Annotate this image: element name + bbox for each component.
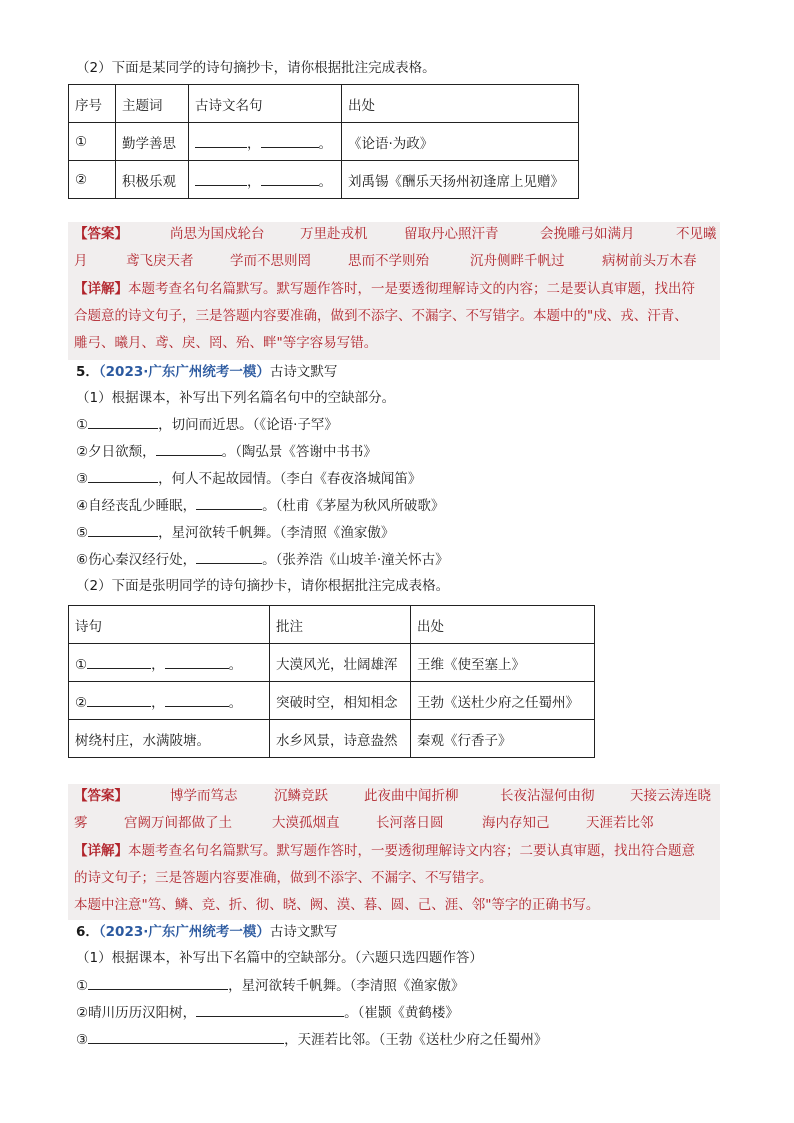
fill-item bbox=[76, 1002, 459, 1023]
item-text: 。 bbox=[221, 444, 236, 460]
answer-item: 万里赴戎机 bbox=[300, 226, 368, 242]
answer-blank[interactable] bbox=[87, 692, 151, 707]
answer-item: 长河落日圆 bbox=[376, 815, 444, 831]
question-title bbox=[76, 362, 337, 382]
row-theme: 积极乐观 bbox=[116, 161, 189, 199]
answer-item: 留取丹心照汗青 bbox=[404, 226, 499, 242]
detail-text: 本题考查名句名篇默写。默写题作答时，一要透彻理解诗文内容；二要认真审题，找出符合题意 bbox=[128, 843, 695, 859]
answer-item: 沉鳞竞跃 bbox=[274, 788, 328, 804]
answer-item: 此夜曲中闻折柳 bbox=[364, 788, 459, 804]
question-source-tag: （2023·广东广州统考一模） bbox=[98, 364, 270, 380]
detail-line bbox=[74, 279, 695, 299]
header-num: 序号 bbox=[69, 85, 116, 123]
item-num: ① bbox=[76, 417, 89, 433]
item-pre: 夕日欲颓， bbox=[88, 444, 156, 460]
item-text: 。 bbox=[344, 1005, 358, 1021]
table-row bbox=[69, 123, 579, 161]
answer-blank[interactable] bbox=[88, 522, 158, 537]
answer-blank[interactable] bbox=[87, 654, 151, 669]
row-note: 大漠风光，壮阔雄浑 bbox=[270, 644, 411, 682]
answer-blank[interactable] bbox=[196, 549, 262, 564]
answer-item: 沉舟侧畔千帆过 bbox=[470, 253, 565, 269]
fill-item bbox=[76, 414, 338, 435]
answer-blank[interactable] bbox=[88, 414, 158, 429]
detail-text: 本题考查名句名篇默写。默写题作答时，一是要透彻理解诗文的内容；二是要认真审题，找出符 bbox=[128, 281, 695, 297]
fill-item bbox=[76, 468, 421, 489]
answer-line bbox=[74, 786, 711, 806]
answer-blank[interactable] bbox=[88, 1029, 284, 1044]
item-num: ③ bbox=[76, 1032, 89, 1048]
item-source: （李清照《渔家傲》 bbox=[349, 978, 465, 994]
part1-intro: （1）根据课本，补写出下名篇中的空缺部分。（六题只选四题作答） bbox=[76, 950, 483, 966]
item-source: （王勃《送杜少府之任蜀州》 bbox=[378, 1032, 548, 1048]
table-row bbox=[69, 161, 579, 199]
item-source: （杜甫《茅屋为秋风所破歌》 bbox=[275, 498, 445, 514]
answer-item: 学而不思则罔 bbox=[230, 253, 311, 269]
answer-blank[interactable] bbox=[156, 441, 222, 456]
row-sep: ， bbox=[247, 173, 261, 190]
item-source: （张养浩《山坡羊·潼关怀古》 bbox=[275, 552, 449, 568]
item-text: 。 bbox=[262, 552, 276, 568]
detail-line: 本题中注意"笃、鳞、竞、折、彻、晓、阙、漠、暮、圆、己、涯、邻"等字的正确书写。 bbox=[74, 897, 600, 913]
item-pre: 伤心秦汉经行处， bbox=[88, 552, 197, 568]
item-num: ⑤ bbox=[76, 525, 89, 541]
question-number: 6． bbox=[76, 924, 99, 940]
header-source: 出处 bbox=[411, 606, 595, 644]
answer-item: 鸢飞戾天者 bbox=[126, 253, 194, 269]
header-theme: 主题词 bbox=[116, 85, 189, 123]
answer-item: 长夜沾湿何由彻 bbox=[500, 788, 595, 804]
row-note: 突破时空，相知相念 bbox=[270, 682, 411, 720]
detail-label: 【详解】 bbox=[74, 843, 128, 859]
item-source: （李清照《渔家傲》 bbox=[279, 525, 395, 541]
row-num: ① bbox=[69, 123, 116, 161]
detail-label: 【详解】 bbox=[74, 281, 128, 297]
item-text: ，天涯若比邻。 bbox=[284, 1032, 379, 1048]
header-note: 批注 bbox=[270, 606, 411, 644]
item-source: （崔颢《黄鹤楼》 bbox=[357, 1005, 459, 1021]
detail-line: 合题意的诗文句子，三是答题内容要准确，做到不添字、不漏字、不写错字。本题中的"戍、戎、汗青、 bbox=[74, 308, 688, 324]
answer-item: 月 bbox=[74, 253, 88, 269]
item-source: （《论语·子罕》 bbox=[252, 417, 338, 433]
part2-intro: （2）下面是张明同学的诗句摘抄卡，请你根据批注完成表格。 bbox=[76, 578, 450, 594]
q5-excerpt-table bbox=[68, 605, 595, 758]
answer-blank[interactable] bbox=[88, 468, 158, 483]
table-row bbox=[69, 682, 595, 720]
item-source: （李白《春夜洛城闻笛》 bbox=[279, 471, 422, 487]
answer-line bbox=[74, 813, 654, 833]
answer-label: 【答案】 bbox=[74, 788, 128, 804]
row-source: 王维《使至塞上》 bbox=[411, 644, 595, 682]
part1-intro: （1）根据课本，补写出下列名篇名句中的空缺部分。 bbox=[76, 390, 396, 406]
q4-excerpt-table bbox=[68, 84, 579, 199]
item-text: 。 bbox=[262, 498, 276, 514]
answer-item: 天涯若比邻 bbox=[586, 815, 654, 831]
answer-item: 宫阙万间都做了土 bbox=[124, 815, 232, 831]
fill-item bbox=[76, 975, 464, 996]
answer-blank[interactable] bbox=[261, 133, 319, 148]
question-source-tag: （2023·广东广州统考一模） bbox=[98, 924, 270, 940]
fill-item bbox=[76, 522, 394, 543]
answer-item: 思而不学则殆 bbox=[348, 253, 429, 269]
answer-block bbox=[68, 222, 720, 360]
answer-blank[interactable] bbox=[165, 654, 229, 669]
row-quote-blanks bbox=[189, 161, 342, 199]
item-num: ② bbox=[76, 1005, 89, 1021]
table-header-row bbox=[69, 85, 579, 123]
answer-blank[interactable] bbox=[196, 1002, 344, 1017]
row-num: ① bbox=[75, 656, 88, 673]
item-pre: 晴川历历汉阳树， bbox=[88, 1005, 197, 1021]
detail-line bbox=[74, 841, 695, 861]
header-quote: 古诗文名句 bbox=[189, 85, 342, 123]
row-source: 王勃《送杜少府之任蜀州》 bbox=[411, 682, 595, 720]
answer-item: 博学而笃志 bbox=[170, 788, 238, 804]
answer-item: 天接云涛连晓 bbox=[630, 788, 711, 804]
answer-blank[interactable] bbox=[261, 171, 319, 186]
fill-item bbox=[76, 549, 449, 570]
answer-item: 不见曦 bbox=[676, 226, 717, 242]
answer-blank[interactable] bbox=[165, 692, 229, 707]
item-num: ② bbox=[76, 444, 89, 460]
row-poem: 树绕村庄，水满陂塘。 bbox=[69, 720, 270, 758]
item-text: ，切问而近思。 bbox=[158, 417, 253, 433]
item-num: ③ bbox=[76, 471, 89, 487]
item-num: ① bbox=[76, 978, 89, 994]
detail-line: 的诗文句子；三是答题内容要准确，做到不添字、不漏字、不写错字。 bbox=[74, 870, 493, 886]
row-end: 。 bbox=[318, 173, 332, 190]
fill-item bbox=[76, 1029, 547, 1050]
answer-item: 尚思为国戍轮台 bbox=[170, 226, 265, 242]
question-number: 5． bbox=[76, 364, 99, 380]
answer-blank[interactable] bbox=[195, 133, 247, 148]
header-poem: 诗句 bbox=[69, 606, 270, 644]
item-text: ，星河欲转千帆舞。 bbox=[228, 978, 350, 994]
answer-blank[interactable] bbox=[195, 171, 247, 186]
answer-item: 大漠孤烟直 bbox=[272, 815, 340, 831]
answer-label: 【答案】 bbox=[74, 226, 128, 242]
item-source: （陶弘景《答谢中书书》 bbox=[235, 444, 377, 460]
answer-block bbox=[68, 784, 720, 920]
row-poem: ② ， 。 bbox=[69, 682, 270, 720]
table-row bbox=[69, 644, 595, 682]
row-source: 《论语·为政》 bbox=[342, 123, 579, 161]
row-poem: ① ， 。 bbox=[69, 644, 270, 682]
answer-blank[interactable] bbox=[88, 975, 228, 990]
item-num: ④ bbox=[76, 498, 89, 514]
row-sep: ， bbox=[247, 135, 261, 152]
header-source: 出处 bbox=[342, 85, 579, 123]
fill-item bbox=[76, 441, 377, 462]
answer-item: 海内存知己 bbox=[482, 815, 550, 831]
item-pre: 自经丧乱少睡眠， bbox=[88, 498, 197, 514]
row-theme: 勤学善思 bbox=[116, 123, 189, 161]
question-title-text: 古诗文默写 bbox=[269, 364, 338, 380]
answer-line bbox=[74, 224, 717, 244]
item-text: ，星河欲转千帆舞。 bbox=[158, 525, 280, 541]
answer-item: 会挽雕弓如满月 bbox=[540, 226, 635, 242]
detail-line: 雕弓、曦月、鸢、戾、罔、殆、畔"等字容易写错。 bbox=[74, 335, 378, 351]
question-title-text: 古诗文默写 bbox=[269, 924, 338, 940]
item-num: ⑥ bbox=[76, 552, 89, 568]
row-num: ② bbox=[75, 694, 88, 711]
row-source: 刘禹锡《酬乐天扬州初逢席上见赠》 bbox=[342, 161, 579, 199]
answer-item: 雾 bbox=[74, 815, 88, 831]
item-text: ，何人不起故园情。 bbox=[158, 471, 280, 487]
row-source: 秦观《行香子》 bbox=[411, 720, 595, 758]
row-num: ② bbox=[69, 161, 116, 199]
row-note: 水乡风景，诗意盎然 bbox=[270, 720, 411, 758]
answer-blank[interactable] bbox=[196, 495, 262, 510]
table-row bbox=[69, 720, 595, 758]
table-header-row bbox=[69, 606, 595, 644]
row-quote-blanks bbox=[189, 123, 342, 161]
question-title bbox=[76, 922, 337, 942]
fill-item bbox=[76, 495, 444, 516]
answer-line bbox=[74, 251, 697, 271]
answer-item: 病树前头万木春 bbox=[602, 253, 697, 269]
row-end: 。 bbox=[318, 135, 332, 152]
q4-part2-intro: （2）下面是某同学的诗句摘抄卡，请你根据批注完成表格。 bbox=[76, 60, 436, 76]
